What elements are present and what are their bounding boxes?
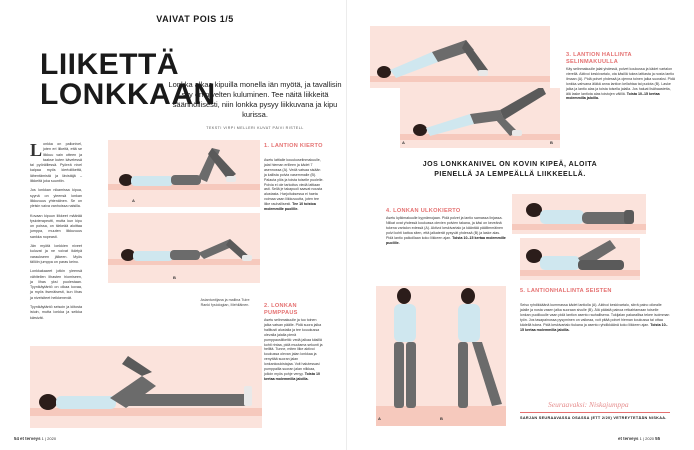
exercise-4-photo-b (520, 238, 640, 280)
next-episode-label: Seuraavaksi: Niskajumppa (548, 400, 629, 409)
page-number: 54 (14, 436, 19, 441)
woman-lying-knees-up-illustration (108, 140, 260, 207)
exercise-3-text (566, 67, 676, 101)
photo-label-b: B (440, 416, 443, 421)
body-paragraph: Lonkkakaaret jotkin yleensä vähitellen lihasten hiomiseen, ja lihas yksi puolestaan. Tyynikäytäntö on olkaa kovaa, ja myös itsenäisesti, kun lihas ja nivelsiteet heikkenevät. (30, 269, 82, 300)
body-paragraph: Jos lonkkan nikamissa kipua, syynä on yleensä lonkan liikkuvuus yhtenäinen. Se on yleisin vaiva vanhoissa naisilla. (30, 188, 82, 209)
exercise-1-instructions: Asetu lattialle kouukuselinmakuulle, jalat hieman erilleen ja kädet 7 asennossa (A). Vedä vatsaa sisään ja kallista polvia vasemmalle (B). Palauta ylös ja toista toiselle puolelle. Polvia ei ole tarkoitus viedä lattiaan asti. Sellä je takapuoli saavat nousta alustasta. Harjoituksessa ei haeta voimaa vaan liikkuvuutta, joten tee liike rauhallisesti. (264, 158, 324, 207)
issue-number: 1 | 2020 (41, 436, 57, 441)
exercise-3-title: 3. LANTION HALLINTA SELINMAKUULLA (566, 52, 632, 65)
page-title: LIIKETTÄ LONKKAAN (40, 48, 216, 111)
exercise-2-title: 2. LONKAN PUMPPAUS (264, 303, 298, 316)
exercise-4-photo-a (512, 194, 646, 234)
exercise-3-photo-b (400, 88, 560, 148)
exercise-3-reps: Toista 10–15 kertaa molemmilla jaloilla. (566, 91, 660, 101)
exercise-1-text (264, 158, 324, 212)
exercise-3-photo-a (370, 26, 550, 88)
series-kicker: VAIVAT POIS 1/5 (156, 14, 234, 24)
drop-cap: L (30, 140, 43, 160)
woman-standing-illustrations (376, 286, 506, 426)
exercise-5-text (520, 303, 670, 332)
divider (520, 412, 670, 413)
credits-line: TEKSTI VIRPI MELLERI KUVAT PÄIVI RISTELL (206, 126, 304, 130)
exercise-1-photo-b (108, 213, 260, 283)
exercise-2-instructions: Asetu selinmakuulle ja tuo toinen jalka vatsan päälle. Pidä suora jalka hallitusti alustalla ja tee kouukussa olevalla jalalla pienä pumppausliikeitä: vedä jalkaa käsillä kohti rintaa, pidä muutama sekunti ja hellitä. Tunne, miten liike aktivoi koukussa olevan jalan lonkkaa ja venyttää suoran jalan lonkankoukistajaa. Voit halutessasi pumppailla suoran jalan nilkkaa, jolloin myös pohje venyy. (264, 318, 323, 376)
exercise-2-reps: Toista 10 kertaa molemmilla jaloilla. (264, 371, 320, 381)
exercise-1-title: 1. LANTION KIERTO (264, 143, 323, 149)
exercise-5-reps: Toista 10–15 kertaa molemmilla jaloilla. (520, 322, 668, 332)
exercise-2-text (264, 318, 324, 382)
magazine-name: et terveys (618, 436, 639, 441)
pull-quote: JOS LONKKANIVEL ON KOVIN KIPEÄ, ALOITA PIENELLÄ JA LEMPEÄLLÄ LIIKKEELLÄ. (422, 161, 598, 178)
body-text-column (30, 142, 82, 325)
exercise-2-photo (30, 346, 262, 428)
body-paragraph: onkka on pallonivel, joten eri liikeitä, että se liikkuu vain otteen ja taakse kuten kävelessä tai pyöräillessä. Pyöreä nivel kaipaa myös kiertoliikettä, lähentämistä ja lävistäjä – liikkeitä joka suuntiin. (30, 142, 82, 184)
magazine-name: et terveys (20, 436, 41, 441)
issue-number: 1 | 2020 (639, 436, 655, 441)
exercise-5-instructions: Seiso ryhdikkäänä kummassa kädet lantiolla (A). Aktivoi keskivartalo, siirrä paino oikealle jalalle ja nosta vasen jalka suoraan sivulle (B). Älä päästä painoa retkahtamaan toiselle lonkan puolikuulle vaan pidä lantion asento rauhallisena. Tukijalan pakarallisa tekee isoimman työn. Jos tasapainossa pysyminen on vaikeaa, voit pitää polvet hieman koukussa tai ottaa kädellä tukea. Pidä keskivartalo tiukana ja asento ryhdikkäänä koko liikkeen ajan. (520, 303, 670, 327)
page-number: 55 (655, 436, 661, 441)
woman-clamshell-illustration (520, 238, 640, 280)
exercise-4-reps: Toista 10–15 kertaa molemmille puolille. (386, 235, 506, 245)
woman-side-lying-illustration (512, 194, 646, 234)
exercise-1-reps: Tee 10 toistoa molemmille puolille. (264, 202, 316, 212)
woman-hugging-knee-illustration (30, 346, 262, 428)
exercise-5-photos (376, 286, 506, 426)
spread-gutter (346, 0, 347, 450)
photo-label-a: A (132, 198, 135, 203)
exercise-4-instructions: Asetu kylkimakuulle kyynärnojaan. Pidä polvet ja lantio samassa linjassa. Nilkat ovat yhdessä koukussa olevien polvien takana, ja käsi on keveänä tukena vartalon edessä (A). Aktivoi keskivartalo ja kääntää päällimmäinen polvi kohti kattoa siten, että jalkaterät pysyvät yhdessä (B) ja laske alas. Pidä lantio paikoillaan koko liikkeen ajan. (386, 216, 504, 240)
exercise-5-title: 5. LANTIONHALLINTA SEISTEN (520, 288, 612, 294)
woman-bridge-illustration (370, 26, 550, 88)
woman-lying-knees-tilted-illustration (108, 213, 260, 283)
next-episode-text: SARJAN SEURAAVASSA OSASSA (ETT 2/20) VETREYTETÄÄN NISKAA. (520, 416, 667, 420)
photo-label-b: B (550, 140, 553, 145)
exercise-1-photo-a (108, 140, 260, 207)
left-footer (14, 436, 56, 441)
body-paragraph: Jän myötä lonkkien niveet kuluvat ja ne voivat ikärtyä varaukseen jälkeen. Myös tällöin jumppa on paras keino. (30, 244, 82, 264)
expert-caption: Asiantuntijana ja mallina Tuire Ranki fysiologian, Mehiläinen. (200, 298, 250, 307)
lead-paragraph: Lonkka alkaa kipuilla monella iän myötä, ja tavallisin syy on nivelten kuluminen. Tee näitä liikkeitä säännöllisesti, niin lonkka pysyy liikkuvana ja kipu kurissa. (168, 80, 342, 119)
exercise-4-text (386, 216, 506, 245)
body-paragraph: Tyynikäytäntö seisoin ja kiitosta istuin, mutta lonkka ja seikka kärsivät. (30, 305, 82, 320)
right-footer (618, 436, 660, 441)
body-paragraph: Kovaan kipuun liikkeet määrää fysioterapeutti, mutta kun kipu on poissa, on tärkeää aloittaa jumppa, muuten liikkuvuus sankka nopeasti. (30, 213, 82, 239)
photo-label-a: A (378, 416, 381, 421)
photo-label-b: B (173, 275, 176, 280)
exercise-3-instructions: Käy selinmakuulle jalat yhdessä, polvet koukussa ja kädet vartalon vierellä. Aktivoi keskivartalo, ota käsillä tukea lattiasta ja nosta lantio ilmaan (A). Pidä polvet yhdessä ja ojenna toinen jalka suoraksi. Pidä lonkka-vahvana äläkä anna lantion kellahtaa tai pudota (B). Laske jalka ja lantio alas ja toista toisella jalalla. Jos haluat lisähaastetta, älä laske lantiota alas toistojen välillä. (566, 67, 675, 96)
exercise-4-title: 4. LONKAN ULKOKIERTO (386, 208, 461, 214)
photo-label-a: A (402, 140, 405, 145)
woman-single-leg-bridge-illustration (400, 88, 560, 148)
